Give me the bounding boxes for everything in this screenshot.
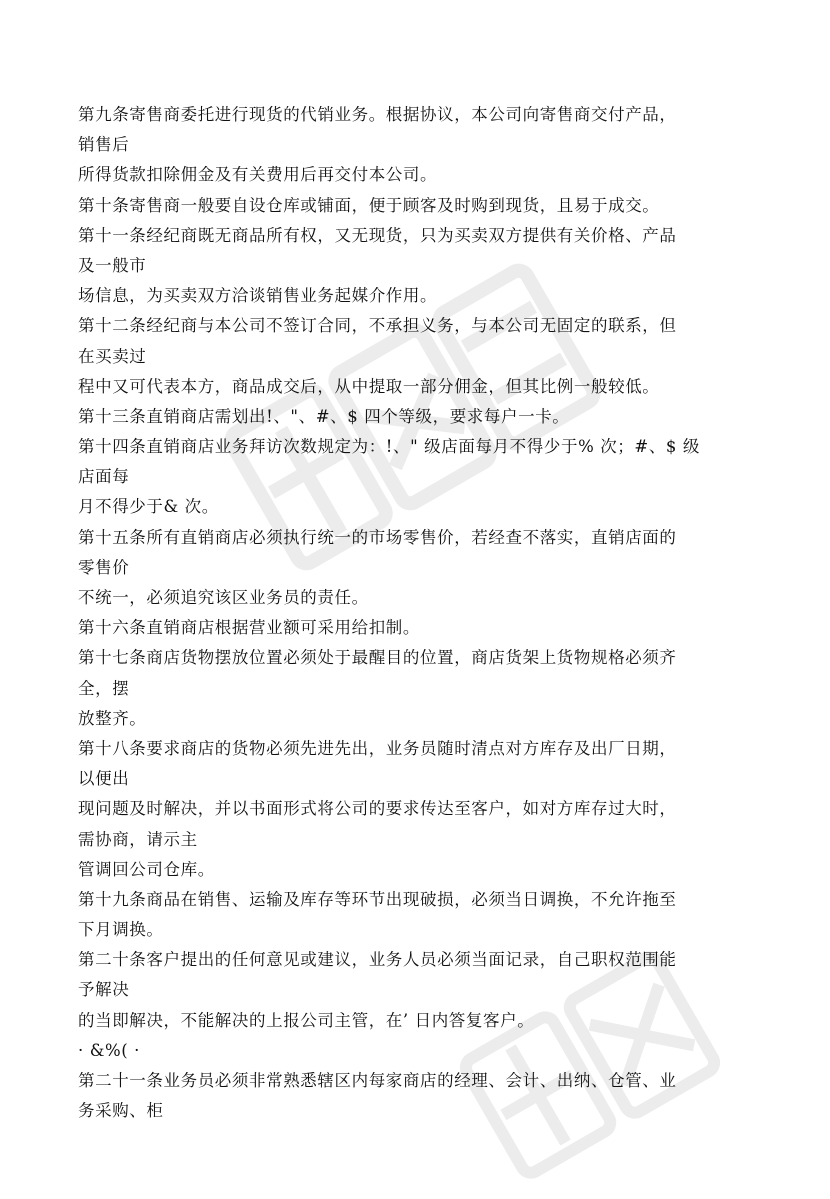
text-line: 第二十一条业务员必须非常熟悉辖区内每家商店的经理、会计、出纳、仓管、业 [78, 1071, 677, 1090]
text-line: 予解决 [78, 980, 130, 1000]
page-number: · &%( · [78, 1040, 140, 1060]
text-line: 店面每 [78, 467, 130, 487]
text-line: 第十八条要求商店的货物必须先进先出，业务员随时清点对方库存及出厂日期， [78, 738, 677, 758]
text-line: 的当即解决，不能解决的上报公司主管，在’ 日内答复客户。 [78, 1010, 535, 1030]
text-line: 第二十条客户提出的任何意见或建议，业务人员必须当面记录，自己职权范围能 [78, 950, 677, 970]
text-line: 下月调换。 [78, 920, 164, 940]
text-line: 第十一条经纪商既无商品所有权，又无现货，只为买卖双方提供有关价格、产品 [78, 225, 677, 245]
text-line: 销售后 [78, 135, 130, 155]
text-line: 第十五条所有直销商店必须执行统一的市场零售价，若经查不落实，直销店面的 [78, 527, 677, 547]
text-line: 月不得少于& 次。 [78, 497, 219, 517]
text-line: 程中又可代表本方，商品成交后，从中提取一部分佣金，但其比例一般较低。 [78, 376, 660, 396]
text-line: 以便出 [78, 769, 130, 789]
text-line: 第十条寄售商一般要自设仓库或铺面，便于顾客及时购到现货，且易于成交。 [78, 195, 660, 215]
text-line: 需协商，请示主 [78, 829, 198, 849]
text-line: 放整齐。 [78, 708, 147, 728]
text-line: 务采购、柜 [78, 1101, 164, 1121]
text-line: 现问题及时解决，并以书面形式将公司的要求传达至客户，如对方库存过大时， [78, 799, 677, 819]
text-line: 第十六条直销商店根据营业额可采用给扣制。 [78, 618, 420, 638]
text-line: 第十二条经纪商与本公司不签订合同，不承担义务，与本公司无固定的联系，但 [78, 316, 677, 336]
text-line: 第十九条商品在销售、运输及库存等环节出现破损，必须当日调换，不允许拖至 [78, 889, 677, 909]
text-line: 不统一，必须追究该区业务员的责任。 [78, 588, 369, 607]
text-line: 第十三条直销商店需划出!、"、#、$ 四个等级，要求每户一卡。 [78, 406, 570, 426]
text-line: 在买卖过 [78, 346, 147, 366]
text-line: 第十七条商店货物摆放位置必须处于最醒目的位置，商店货架上货物规格必须齐 [78, 648, 677, 668]
document-body [78, 100, 758, 1126]
text-line: 第十四条直销商店业务拜访次数规定为：!、" 级店面每月不得少于% 次；#、$ 级 [78, 437, 700, 457]
text-line: 场信息，为买卖双方洽谈销售业务起媒介作用。 [78, 286, 438, 306]
text-line: 全，摆 [78, 678, 130, 698]
text-line: 所得货款扣除佣金及有关费用后再交付本公司。 [78, 165, 438, 185]
text-line: 零售价 [78, 557, 130, 577]
text-line: 及一般市 [78, 255, 147, 275]
text-line: 第九条寄售商委托进行现货的代销业务。根据协议，本公司向寄售商交付产品， [78, 105, 677, 124]
text-line: 管调回公司仓库。 [78, 859, 215, 879]
